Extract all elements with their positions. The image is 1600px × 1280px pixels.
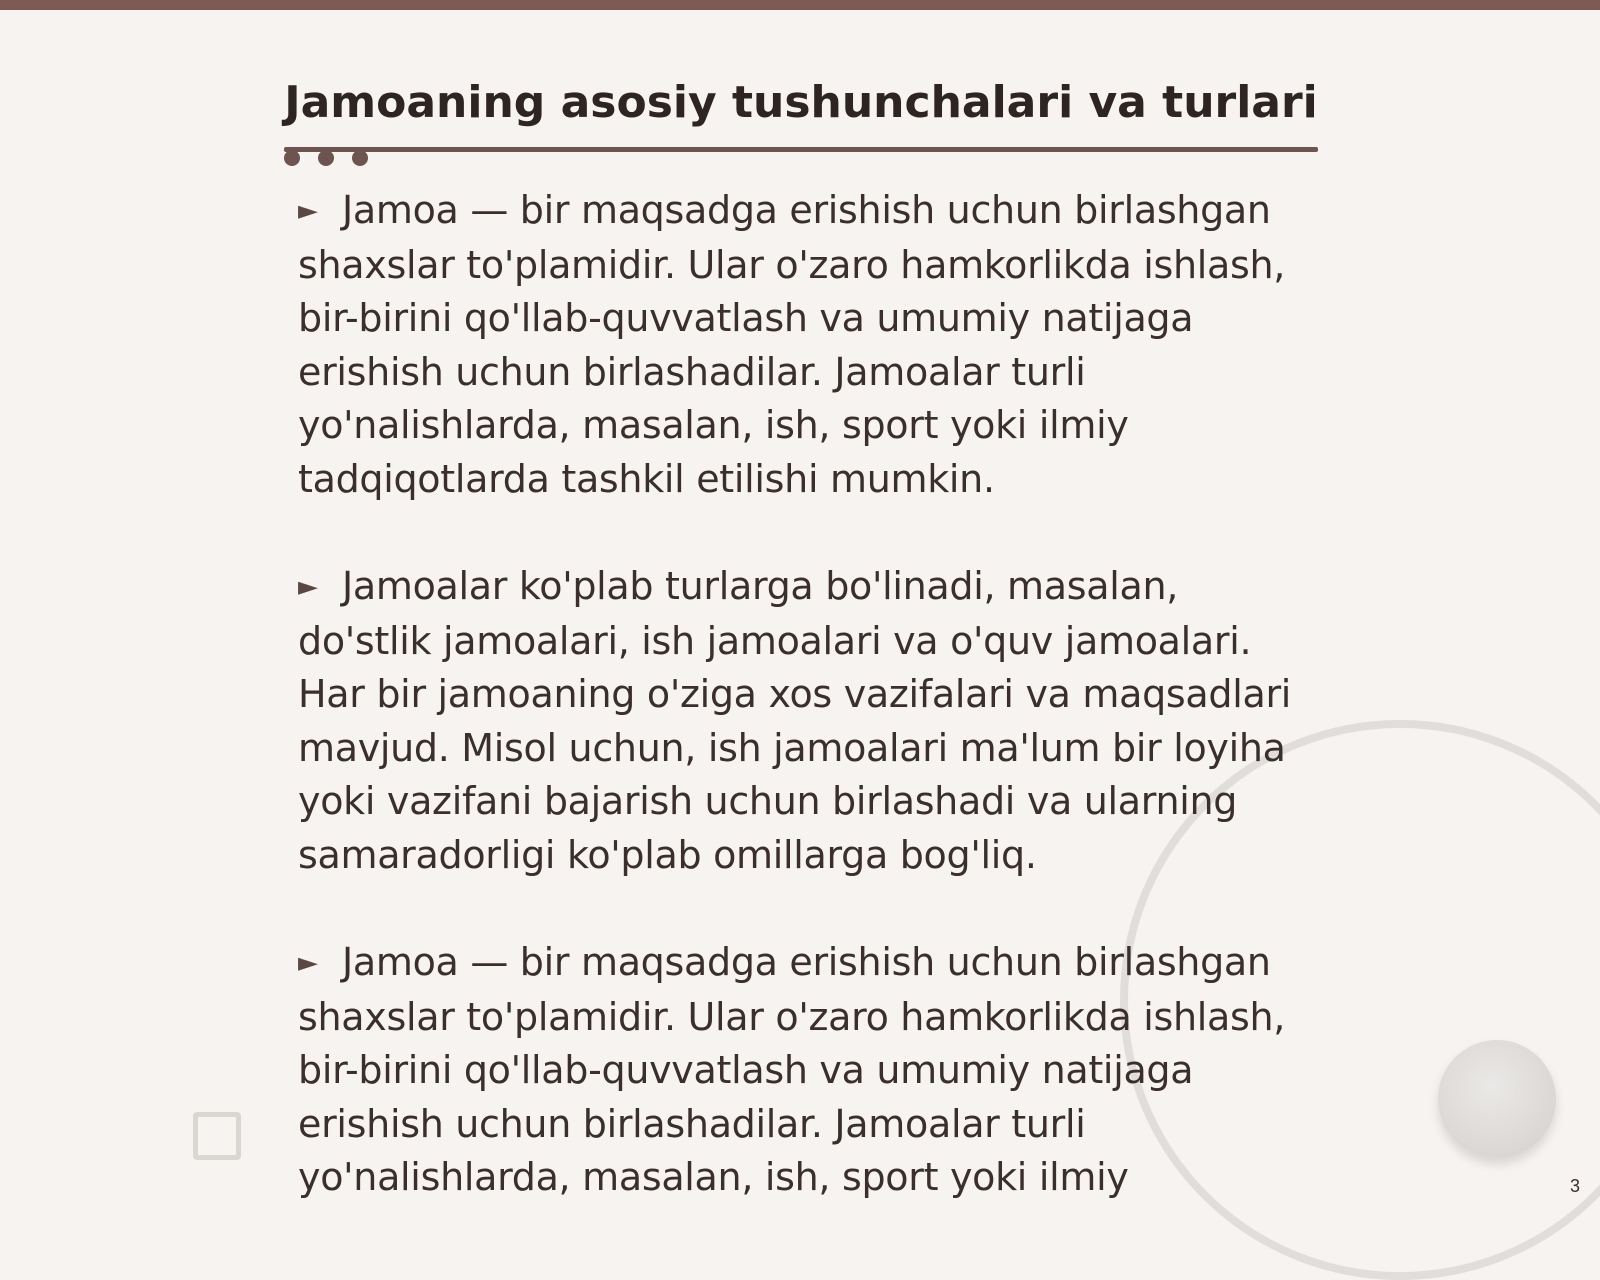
top-accent-bar [0, 0, 1600, 10]
paragraph-text: Jamoalar ko'plab turlarga bo'linadi, masalan, do'stlik jamoalari, ish jamoalari va o'quv jamoalari. Har bir jamoaning o'ziga xos vazifalari va maqsadlari mavjud. Misol uchun, ish jamoalari ma'lum bir loyiha yoki vazifani bajarish uchun birlashadi va ularning samaradorligi ko'plab omillarga bog'liq. [298, 564, 1292, 877]
triangle-bullet-icon: ► [298, 572, 318, 602]
page-number: 3 [1569, 1176, 1580, 1196]
title-underline [284, 147, 1318, 152]
underline-dot [352, 150, 368, 166]
paragraph-text: Jamoa — bir maqsadga erishish uchun birlashgan shaxslar to'plamidir. Ular o'zaro hamkorlikda ishlash, bir-birini qo'llab-quvvatlash va umumiy natijaga erishish uchun birlashadilar. Jamoalar turli yo'nalishlarda, masalan, ish, sport yoki ilmiy [298, 940, 1286, 1199]
underline-dot [284, 150, 300, 166]
slide-title: Jamoaning asosiy tushunchalari va turlari [284, 77, 1318, 128]
bullet-paragraph [298, 560, 1308, 882]
bullet-paragraph [298, 936, 1308, 1205]
decorative-circle [1438, 1040, 1556, 1158]
paragraph-text: Jamoa — bir maqsadga erishish uchun birlashgan shaxslar to'plamidir. Ular o'zaro hamkorlikda ishlash, bir-birini qo'llab-quvvatlash va umumiy natijaga erishish uchun birlashadilar. Jamoalar turli yo'nalishlarda, masalan, ish, sport yoki ilmiy tadqiqotlarda tashkil etilishi mumkin. [298, 188, 1286, 501]
bullet-paragraph [298, 184, 1308, 506]
triangle-bullet-icon: ► [298, 948, 318, 978]
slide-body [298, 184, 1308, 1259]
underline-dot [318, 150, 334, 166]
decorative-square [193, 1112, 241, 1160]
triangle-bullet-icon: ► [298, 196, 318, 226]
